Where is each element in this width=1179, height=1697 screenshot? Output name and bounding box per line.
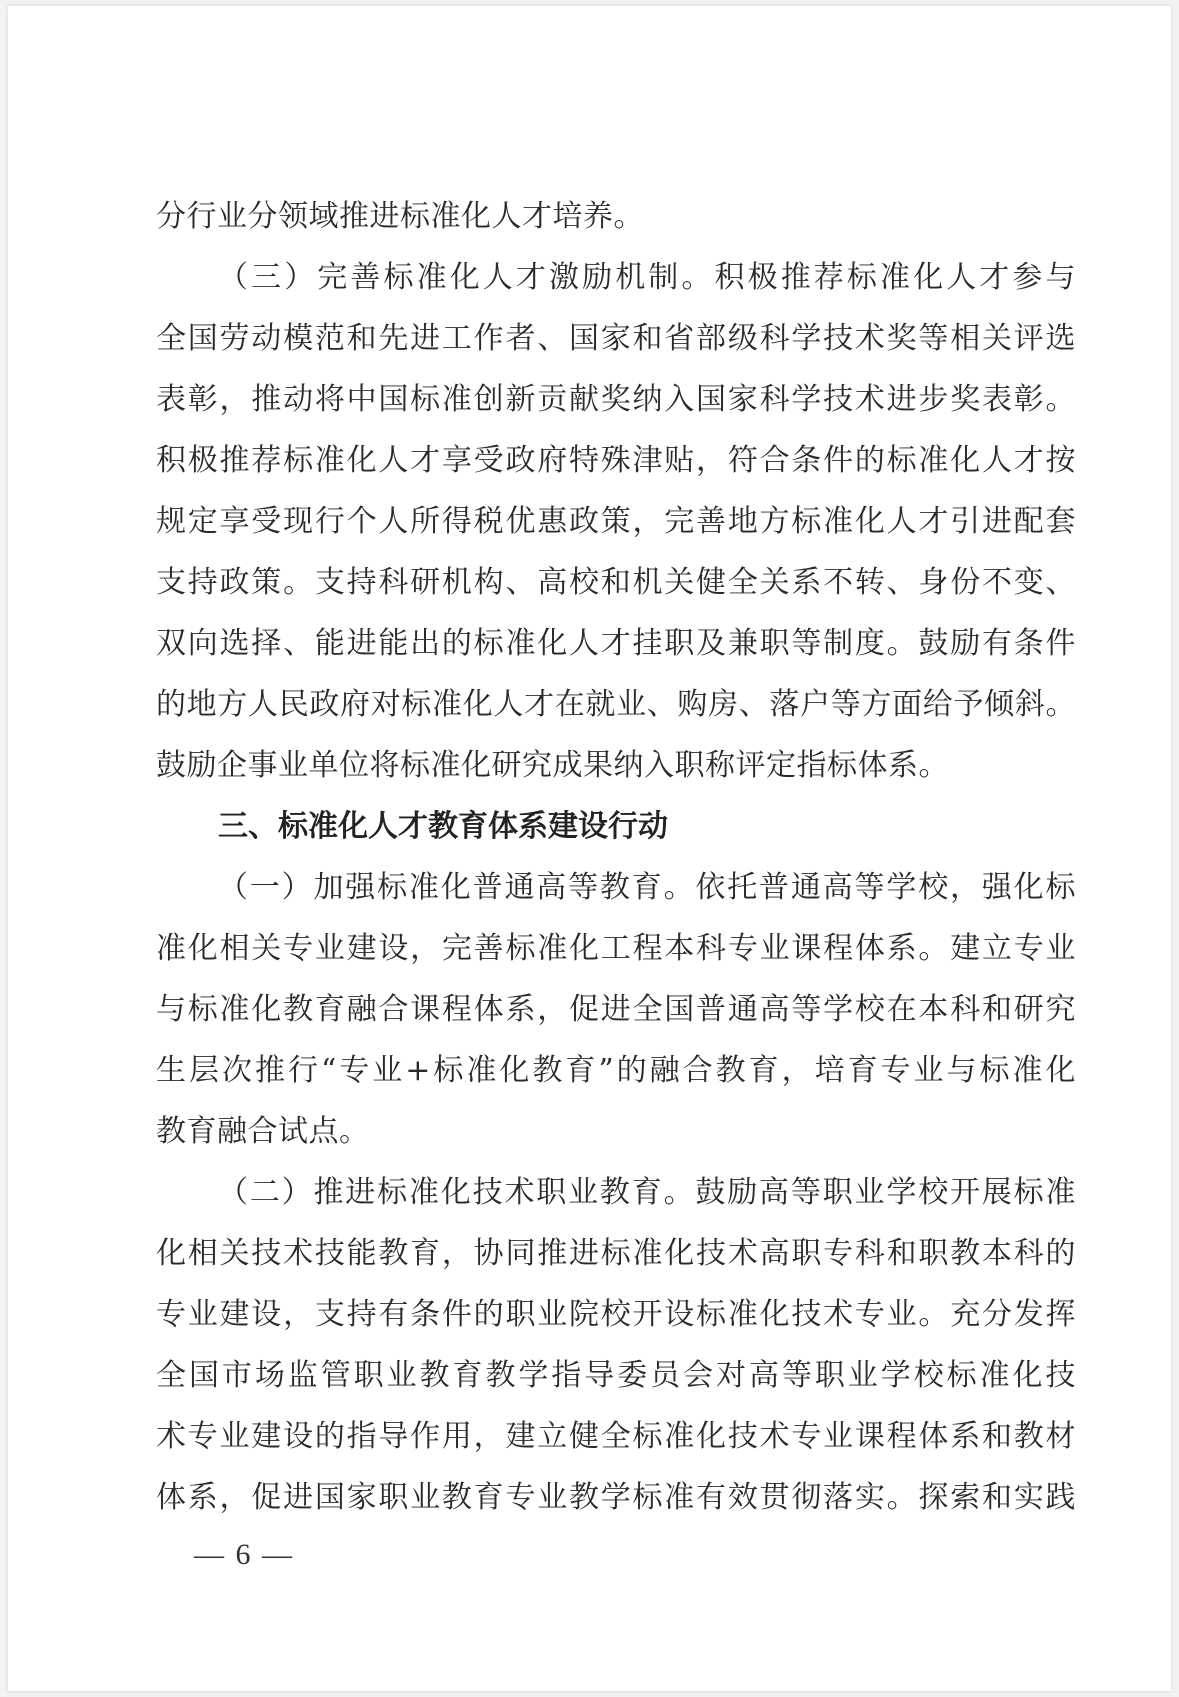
text-line: 支持政策。支持科研机构、高校和机关健全关系不转、身份不变、 (156, 565, 1076, 600)
text-line: （二）推进标准化技术职业教育。鼓励高等职业学校开展标准 (218, 1175, 1076, 1210)
text-line: （一）加强标准化普通高等教育。依托普通高等学校，强化标 (218, 870, 1076, 905)
paragraph-block-incentives (156, 186, 1076, 796)
text-line: 积极推荐标准化人才享受政府特殊津贴，符合条件的标准化人才按 (156, 443, 1076, 478)
text-line: 准化相关专业建设，完善标准化工程本科专业课程体系。建立专业 (156, 931, 1076, 966)
text-line: 体系，促进国家职业教育专业教学标准有效贯彻落实。探索和实践 (156, 1480, 1076, 1515)
document-body (156, 186, 1076, 1528)
text-line: 鼓励企事业单位将标准化研究成果纳入职称评定指标体系。 (156, 748, 949, 783)
text-line: 全国市场监管职业教育教学指导委员会对高等职业学校标准化技 (156, 1358, 1076, 1393)
text-line: 表彰，推动将中国标准创新贡献奖纳入国家科学技术进步奖表彰。 (156, 382, 1076, 417)
text-line: 生层次推行“专业+标准化教育”的融合教育，培育专业与标准化 (156, 1053, 1076, 1088)
paragraph-block-education (156, 857, 1076, 1528)
text-line: 的地方人民政府对标准化人才在就业、购房、落户等方面给予倾斜。 (156, 687, 1076, 722)
text-line: 与标准化教育融合课程体系，促进全国普通高等学校在本科和研究 (156, 992, 1076, 1027)
text-line: 化相关技术技能教育，协同推进标准化技术高职专科和职教本科的 (156, 1236, 1076, 1271)
section-heading: 三、标准化人才教育体系建设行动 (218, 809, 668, 844)
page-number: — 6 — (194, 1538, 294, 1571)
document-page (8, 6, 1171, 1691)
text-line: 分行业分领域推进标准化人才培养。 (156, 199, 644, 234)
text-line: 教育融合试点。 (156, 1114, 370, 1149)
text-line: 规定享受现行个人所得税优惠政策，完善地方标准化人才引进配套 (156, 504, 1076, 539)
text-line: 术专业建设的指导作用，建立健全标准化技术专业课程体系和教材 (156, 1419, 1076, 1454)
text-line: 专业建设，支持有条件的职业院校开设标准化技术专业。充分发挥 (156, 1297, 1076, 1332)
text-line: 双向选择、能进能出的标准化人才挂职及兼职等制度。鼓励有条件 (156, 626, 1076, 661)
text-line: 全国劳动模范和先进工作者、国家和省部级科学技术奖等相关评选 (156, 321, 1076, 356)
text-line: （三）完善标准化人才激励机制。积极推荐标准化人才参与 (218, 260, 1076, 295)
